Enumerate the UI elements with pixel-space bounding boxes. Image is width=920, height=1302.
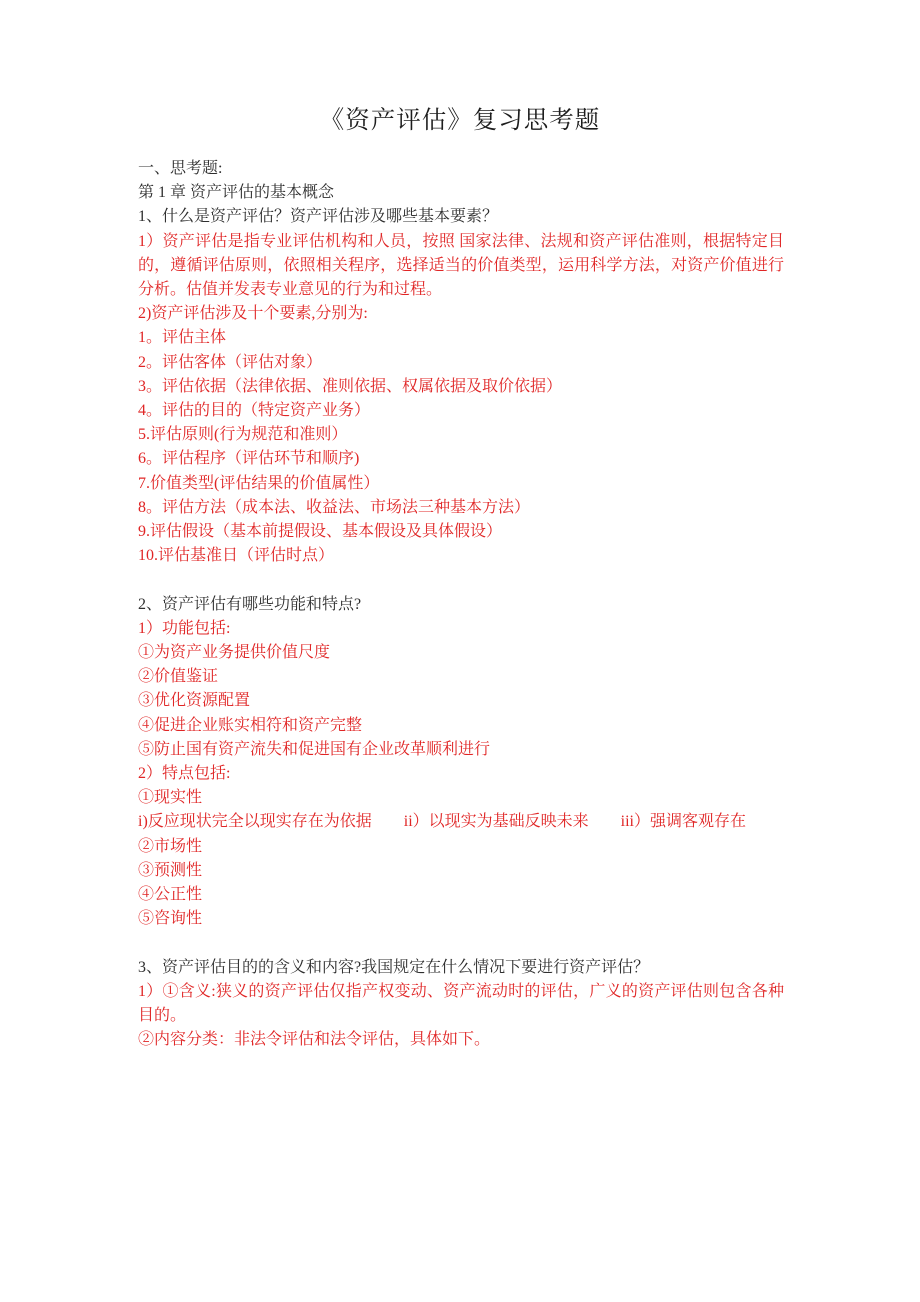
answer-2-feature-1: ①现实性 <box>138 789 203 807</box>
answer-2-function-1: ①为资产业务提供价值尺度 <box>138 644 331 662</box>
section-label: 一、思考题: <box>138 160 223 177</box>
answer-2-features-intro: 2）特点包括: <box>138 765 231 783</box>
answer-1-element-8: 8。评估方法（成本法、收益法、市场法三种基本方法） <box>138 498 531 516</box>
answer-2-feature-3: ③预测性 <box>138 861 203 879</box>
answer-1-elements-intro: 2)资产评估涉及十个要素,分别为: <box>138 305 368 323</box>
answer-1-element-4: 4。评估的目的（特定资产业务） <box>138 402 371 420</box>
answer-1-element-7: 7.价值类型(评估结果的价值属性） <box>138 474 380 492</box>
answer-2-feature-5: ⑤咨询性 <box>138 910 203 928</box>
answer-2-feature-2: ②市场性 <box>138 837 203 855</box>
answer-3-meaning: 1）①含义:狭义的资产评估仅指产权变动、资产流动时的评估，广义的资产评估则包含各种目的。 <box>138 982 784 1025</box>
answer-1-definition: 1）资产评估是指专业评估机构和人员，按照 国家法律、法规和资产评估准则，根据特定目的，遵循评估原则，依照相关程序，选择适当的价值类型，运用科学方法，对资产价值进行分析。估值并发表专业意见的行为和过程。 <box>138 232 784 299</box>
answer-1-element-2: 2。评估客体（评估对象） <box>138 353 323 371</box>
answer-2-function-2: ②价值鉴证 <box>138 668 219 686</box>
answer-1-element-3: 3。评估依据（法律依据、准则依据、权属依据及取价依据） <box>138 377 563 395</box>
answer-2-function-5: ⑤防止国有资产流失和促进国有企业改革顺利进行 <box>138 740 491 758</box>
answer-2-function-4: ④促进企业账实相符和资产完整 <box>138 716 363 734</box>
document-body <box>138 157 784 1052</box>
answer-2-functions-intro: 1）功能包括: <box>138 619 231 637</box>
answer-2-function-3: ③优化资源配置 <box>138 692 251 710</box>
question-1: 1、什么是资产评估？资产评估涉及哪些基本要素？ <box>138 208 499 226</box>
answer-3-content-classification: ②内容分类：非法令评估和法令评估，具体如下。 <box>138 1031 491 1049</box>
answer-1-element-6: 6。评估程序（评估环节和顺序) <box>138 450 360 468</box>
answer-1-element-10: 10.评估基准日（评估时点） <box>138 547 335 565</box>
answer-2-feature-4: ④公正性 <box>138 886 203 904</box>
answer-1-element-1: 1。评估主体 <box>138 329 227 347</box>
answer-1-element-9: 9.评估假设（基本前提假设、基本假设及具体假设） <box>138 523 503 541</box>
blank-line <box>138 568 784 592</box>
chapter-heading: 第 1 章 资产评估的基本概念 <box>138 184 335 202</box>
question-3: 3、资产评估目的的含义和内容?我国规定在什么情况下要进行资产评估？ <box>138 958 650 976</box>
blank-line <box>138 931 784 955</box>
question-2: 2、资产评估有哪些功能和特点? <box>138 595 362 613</box>
answer-1-element-5: 5.评估原则(行为规范和准则） <box>138 426 348 444</box>
answer-2-feature-1-subitems: i)反应现状完全以现实存在为依据 ii）以现实为基础反映未来 iii）强调客观存在 <box>138 813 747 831</box>
document-title: 《资产评估》复习思考题 <box>319 107 601 134</box>
